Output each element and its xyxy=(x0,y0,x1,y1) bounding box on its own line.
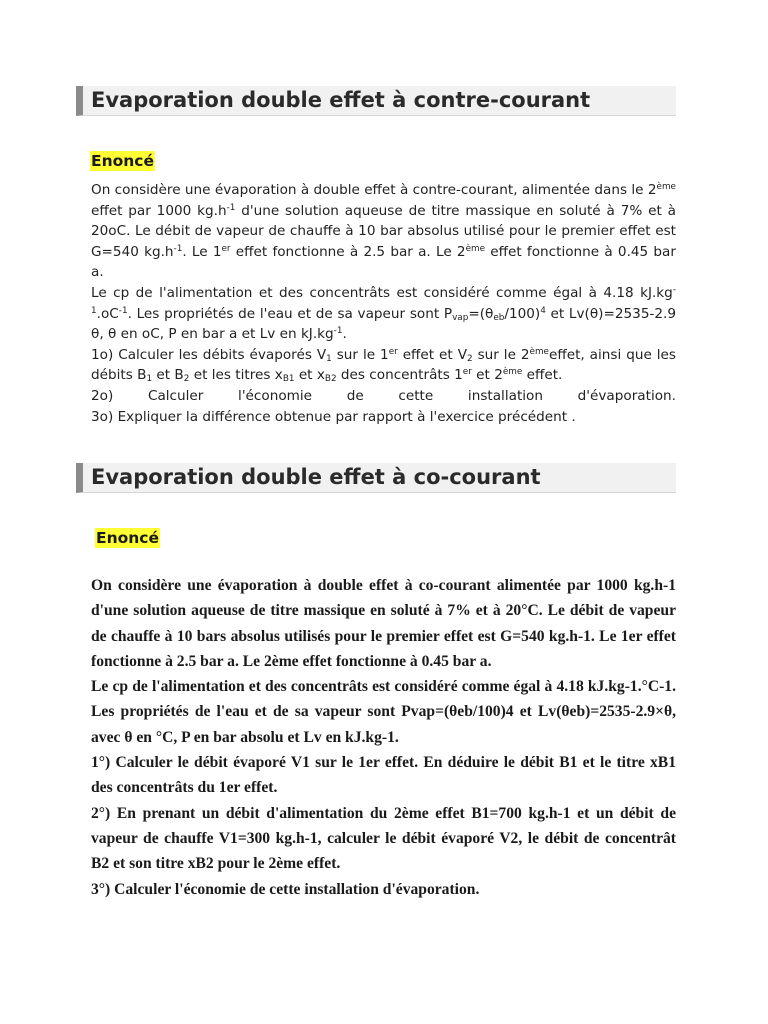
section-title: Evaporation double effet à contre-courant xyxy=(91,88,591,112)
question-3: 3o) Expliquer la différence obtenue par rapport à l'exercice précédent . xyxy=(91,408,576,425)
enonce-label: Enoncé xyxy=(96,529,160,547)
question-2: 2o) Calculer l'économie de cette installation d'évaporation. xyxy=(91,387,676,404)
enonce-text-contre-courant xyxy=(91,180,676,427)
paragraph-alimentation: On considère une évaporation à double effet à contre-courant, alimentée dans le 2ème effet par 1000 $kg.h^{-1}$ d'une solution aqueuse de titre massique en soluté à 7% et à 20oC. Le débit de vapeur de chauffe à 10 bar absolus utilisé pour le premier effet est G=540 $kg.h^{-1}$. Le 1er effet fonctionne à 2.5 bar a. Le 2ème effet fonctionne à 0.45 bar a. xyxy=(91,182,677,281)
section-heading-contre-courant xyxy=(76,86,676,116)
paragraph-proprietes: Le cp de l'alimentation et des concentrâts est considéré comme égal à 4.18 $kJ.kg^{-1}.oC^{-1}$. Les propriétés de l'eau et de sa vapeur sont $P_{vap}=(\theta_{eb}/100)^4$ et Lv(θ)=2535-2.9 θ, θ en oC, P en bar a et Lv en $kJ.kg^{-1}$. xyxy=(91,284,676,343)
section-heading-co-courant xyxy=(76,463,676,493)
question-1: 1°) Calculer le débit évaporé V1 sur le 1er effet. En déduire le débit B1 et le titre xB1 des concentrâts du 1er effet. xyxy=(91,754,676,797)
question-1: 1o) Calculer les débits évaporés $V_1$ sur le 1er effet et $V_2$ sur le 2èmeeffet, ainsi que les débits $B_1$ et $B_2$ et les titres $x_{B1}$ et $x_{B2}$ des concentrâts 1er et 2ème effet. xyxy=(91,346,676,385)
enonce-text-co-courant xyxy=(91,573,676,902)
section-title: Evaporation double effet à co-courant xyxy=(91,465,541,489)
enonce-label: Enoncé xyxy=(91,152,155,170)
question-2: 2°) En prenant un débit d'alimentation du 2ème effet B1=700 kg.h-1 et un débit de vapeur de chauffe V1=300 kg.h-1, calculer le débit évaporé V2, le débit de concentrât B2 et son titre xB2 pour le 2ème effet. xyxy=(91,804,676,873)
paragraph-proprietes: Le cp de l'alimentation et des concentrâts est considéré comme égal à 4.18 kJ.kg-1.°C-1. Les propriétés de l'eau et de sa vapeur sont Pvap=(θeb/100)4 et Lv(θeb)=2535-2.9×θ, avec θ en °C, P en bar absolu et Lv en kJ.kg-1. xyxy=(91,678,676,746)
paragraph-alimentation: On considère une évaporation à double effet à co-courant alimentée par 1000 kg.h-1 d'une solution aqueuse de titre massique en soluté à 7% et à 20°C. Le débit de vapeur de chauffe à 10 bars absolus utilisés pour le premier effet est G=540 kg.h-1. Le 1er effet fonctionne à 2.5 bar a. Le 2ème effet fonctionne à 0.45 bar a. xyxy=(91,577,676,670)
question-3: 3°) Calculer l'économie de cette installation d'évaporation. xyxy=(91,880,480,898)
